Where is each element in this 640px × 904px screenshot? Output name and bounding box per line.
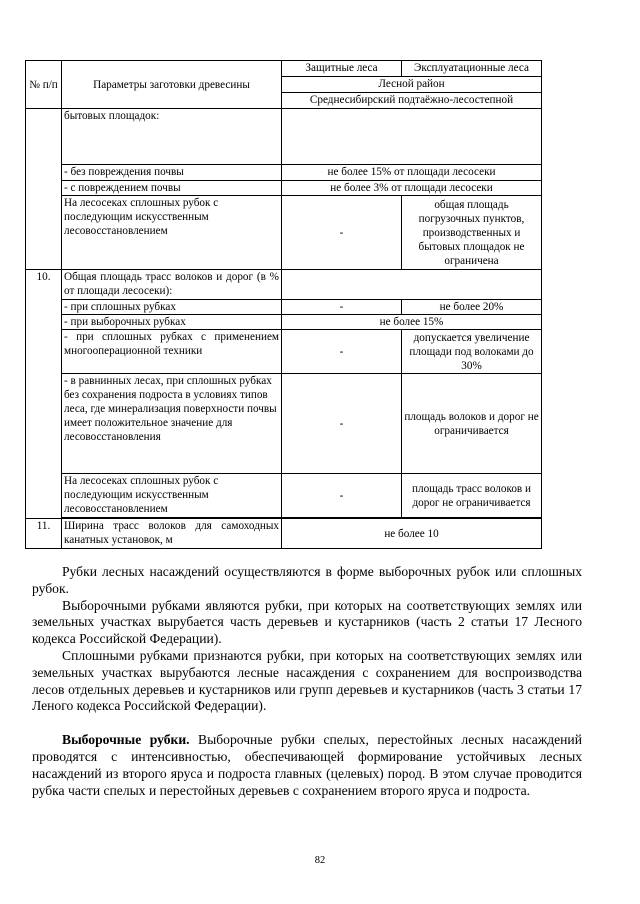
paragraph-4-text: Выборочные рубки спелых, перестойных лесных насаждений проводятся с интенсивностью, обеспечивающей формирование устойчивых лесных насаждений из второго яруса и подроста главных (целевых) пород. В этом случае проводится рубка части спелых и перестойных деревьев с сохранением второго яруса и подроста. [32,732,582,798]
row-clear-artificial-9-prot: - [282,196,402,270]
row-clear-artificial-9-expl: общая площадь погрузочных пунктов, производственных и бытовых площадок не ограничена [402,196,542,270]
header-num: № п/п [26,61,62,109]
header-exploitation: Эксплуатационные леса [402,61,542,77]
paragraph-4-heading: Выборочные рубки. [62,732,190,748]
row-10-plain-expl: площадь волоков и дорог не ограничивается [402,374,542,474]
row-10-clear-prot: - [282,300,402,315]
body-text [32,564,582,799]
row-no-damage-value: не более 15% от площади лесосеки [282,165,542,181]
row-no-damage: - без повреждения почвы [62,165,282,181]
row-10-artificial: На лесосеках сплошных рубок с последующим искусственным лесовосстановлением [62,474,282,518]
row-10-plain: - в равнинных лесах, при сплошных рубках без сохранения подроста в условиях типов леса, где минерализация поверхности почвы имеет положительное значение для лесовосстановления [62,374,282,474]
row-10-select: - при выборочных рубках [62,315,282,330]
paragraph-1: Рубки лесных насаждений осуществляются в форме выборочных рубок или сплошных рубок. [32,564,582,596]
paragraph-4 [32,732,582,799]
row-10-value [282,270,542,300]
paragraph-3: Сплошными рубками признаются рубки, при которых на соответствующих землях или земельных участках вырубаются лесные насаждения с сохранением для воспроизводства лесов отдельных деревьев и кустарников или групп деревьев и кустарников (часть 3 статьи 17 Леного кодекса Российской Федерации). [32,647,582,714]
page-number: 82 [314,855,326,866]
row-10-num: 10. [26,270,62,519]
row-10-select-value: не более 15% [282,315,542,330]
row-10-clear: - при сплошных рубках [62,300,282,315]
row-10-multiop-expl: допускается увеличение площади под волоками до 30% [402,330,542,374]
row-9-num-cell [26,109,62,270]
header-protective: Защитные леса [282,61,402,77]
row-household-cont: бытовых площадок: [62,109,282,165]
row-11-param: Ширина трасс волоков для самоходных канатных установок, м [62,519,282,549]
paragraph-2: Выборочными рубками являются рубки, при которых на соответствующих землях или земельных участках вырубается часть деревьев и кустарников (часть 2 статьи 17 Лесного кодекса Российской Федерации). [32,597,582,647]
row-10-artificial-expl: площадь трасс волоков и дорог не ограничивается [402,474,542,518]
header-district: Лесной район [282,77,542,93]
row-10-param: Общая площадь трасс волоков и дорог (в % от площади лесосеки): [62,270,282,300]
row-10-artificial-prot: - [282,474,402,518]
row-10-plain-prot: - [282,374,402,474]
row-10-multiop: - при сплошных рубках с применением многооперационной техники [62,330,282,374]
row-clear-artificial-9: На лесосеках сплошных рубок с последующим искусственным лесовосстановлением [62,196,282,270]
harvest-parameters-table [25,60,542,549]
row-10-multiop-prot: - [282,330,402,374]
header-subzone: Среднесибирский подтаёжно-лесостепной [282,93,542,109]
row-with-damage: - с повреждением почвы [62,181,282,196]
row-10-clear-expl: не более 20% [402,300,542,315]
row-household-value [282,109,542,165]
row-11-value: не более 10 [282,519,542,549]
row-with-damage-value: не более 3% от площади лесосеки [282,181,542,196]
row-11-num: 11. [26,519,62,549]
header-param: Параметры заготовки древесины [62,61,282,109]
